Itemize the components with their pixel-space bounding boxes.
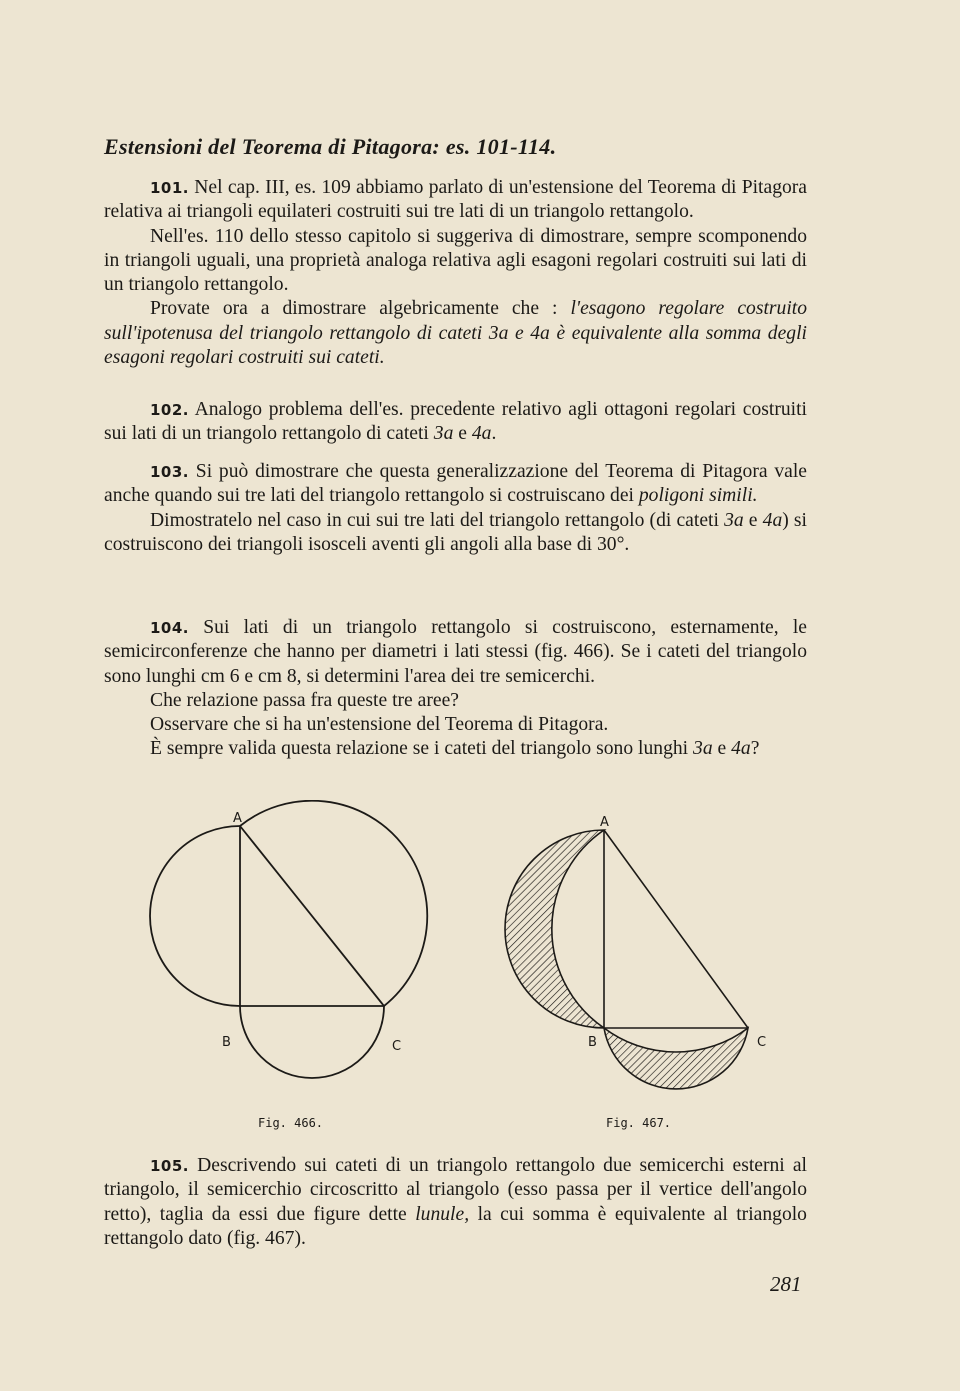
exercise-text: ) si costruiscono dei triangoli isosceli aventi gli angoli alla base di 30°. — [104, 509, 807, 555]
vertex-c-label: C — [757, 1035, 767, 1050]
exercise-text: la cui somma è equivalente al triangolo rettangolo dato (fig. 467). — [104, 1203, 807, 1249]
punctuation: . — [491, 423, 497, 445]
exercise-text: Osservare che si ha un'estensione del Teorema di Pitagora. — [150, 714, 609, 736]
figure-467 — [505, 815, 766, 1089]
vertex-b-label: B — [222, 1035, 231, 1050]
figure-466-caption: Fig. 466. — [258, 1116, 324, 1130]
exercise-text: Nell'es. 110 dello stesso capitolo si suggeriva di dimostrare, sempre scomponendo in triangoli uguali, una proprietà analoga relativa agli esagoni regolari costruiti sui lati di un triangolo rettangolo. — [104, 225, 807, 296]
exercise-101 — [104, 176, 807, 370]
exercise-105 — [104, 1154, 807, 1251]
vertex-b-label: B — [588, 1035, 597, 1050]
exercise-number: 102. — [150, 401, 190, 419]
exercise-number: 104. — [150, 619, 190, 637]
lune-bc — [604, 1028, 748, 1089]
page-number: 281 — [770, 1272, 802, 1296]
var-3a: 3a — [724, 509, 744, 531]
vertex-c-label: C — [392, 1039, 402, 1054]
semicircle-bc — [240, 1006, 384, 1078]
exercise-text: Nel cap. III, es. 109 abbiamo parlato di un'estensione del Teorema di Pitagora relativa ai triangoli equilateri costruiti sui tre lati di un triangolo rettangolo. — [104, 177, 808, 223]
var-3a: 3a — [693, 738, 713, 760]
conjunction: e — [712, 738, 732, 760]
exercise-text: Sui lati di un triangolo rettangolo si costruiscono, esternamente, le semicirconferenze che hanno per diametri i lati stessi (fig. 466). Se i cateti del triangolo sono lunghi cm 6 e cm 8, si determini l'area dei tre semicerchi. — [104, 617, 807, 687]
exercise-text: Analogo problema dell'es. precedente relativo agli ottagoni regolari costruiti sui lati di un triangolo rettangolo di cateti — [104, 399, 807, 445]
var-4a: 4a — [731, 738, 751, 760]
figure-466 — [150, 801, 427, 1078]
exercise-text: Che relazione passa fra queste tre aree? — [150, 689, 459, 711]
exercise-number: 101. — [150, 179, 190, 197]
vertex-a-label: A — [233, 811, 242, 826]
side-ac — [604, 830, 748, 1028]
var-3a: 3a — [433, 423, 454, 445]
exercise-text: Si può dimostrare che questa generalizzazione del Teorema di Pitagora vale anche quando sui tre lati del triangolo rettangolo si costruiscano dei — [104, 461, 807, 507]
exercise-104 — [104, 616, 807, 762]
semicircle-ac — [240, 801, 427, 1006]
vertex-a-label: A — [600, 815, 609, 830]
exercise-text: Dimostratelo nel caso in cui sui tre lati del triangolo rettangolo (di cateti — [150, 509, 725, 531]
figure-467-caption: Fig. 467. — [606, 1116, 672, 1130]
semicircle-ab — [150, 826, 240, 1006]
exercise-number: 105. — [150, 1157, 190, 1175]
exercise-103 — [104, 460, 807, 557]
figures-drawing — [0, 800, 960, 1120]
exercise-number: 103. — [150, 463, 190, 481]
lune-ab — [505, 830, 604, 1028]
emphasis: poligoni simili. — [638, 485, 758, 507]
exercise-text: Provate ora a dimostrare algebricamente che : — [150, 298, 571, 320]
var-4a: 4a — [471, 423, 492, 445]
section-heading: Estensioni del Teorema di Pitagora: es. 101-114. — [104, 134, 557, 159]
exercise-text: Descrivendo sui cateti di un triangolo rettangolo due semicerchi esterni al triangolo, il semicerchio circoscritto al triangolo (esso passa per il vertice dell'angolo retto), taglia da essi due figure dette — [104, 1155, 807, 1225]
conjunction: e — [453, 423, 472, 445]
punctuation: ? — [750, 738, 760, 760]
emphasis: lunule, — [415, 1203, 470, 1225]
exercise-text: È sempre valida questa relazione se i cateti del triangolo sono lunghi — [150, 738, 694, 760]
exercise-statement: l'esagono regolare costruito sull'ipotenusa del triangolo rettangolo di cateti 3a e 4a è equivalente alla somma degli esagoni regolari costruiti sui cateti. — [104, 298, 808, 369]
var-4a: 4a — [762, 509, 783, 531]
side-ac — [240, 826, 384, 1006]
conjunction: e — [743, 509, 763, 531]
exercise-102 — [104, 398, 807, 447]
